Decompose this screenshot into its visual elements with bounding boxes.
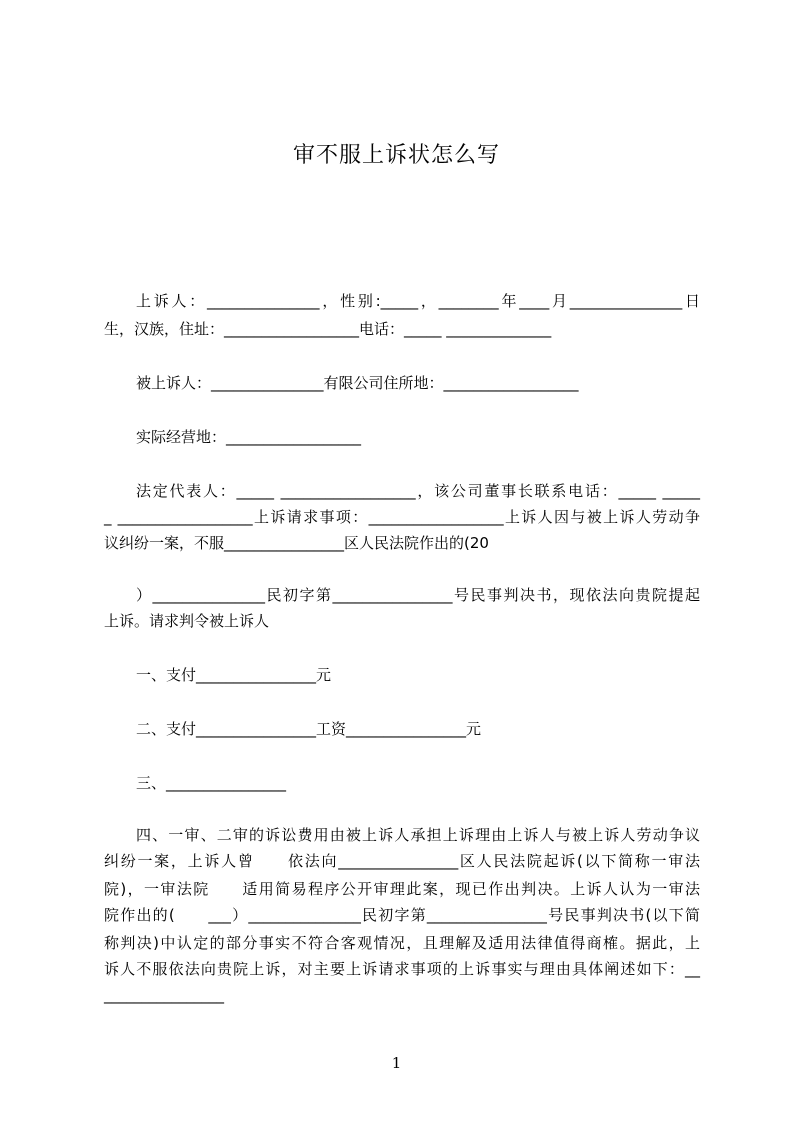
reason-paragraph-line-3: 院)，一审法院 适用简易程序公开审理此案，现已作出判决。上诉人认为一审法: [104, 880, 700, 898]
reason-paragraph-line-4: 院作出的( ___）_______________民初字第________________号民事判决书(以下简: [104, 906, 700, 924]
request-intro-line: 上诉。请求判令被上诉人: [104, 612, 270, 630]
request-item-2: 二、支付________________工资________________元: [136, 720, 482, 738]
reason-paragraph-line-1: 四、一审、二审的诉讼费用由被上诉人承担上诉理由上诉人与被上诉人劳动争议: [136, 826, 700, 844]
document-title: 审不服上诉状怎么写: [292, 143, 500, 168]
business-address-line: 实际经营地：__________________: [136, 428, 362, 446]
reason-paragraph-line-7: ________________: [104, 986, 224, 1004]
reason-paragraph-line-2: 纠纷一案，上诉人曾 依法向________________区人民法院起诉(以下简称一审法: [104, 852, 700, 870]
judgment-line: ）_______________民初字第________________号民事判决书，现依法向贵院提起: [136, 586, 700, 604]
appellee-line: 被上诉人：_______________有限公司住所地：__________________: [136, 374, 579, 392]
page-number: 1: [391, 1054, 402, 1072]
request-item-3: 三、________________: [136, 774, 287, 792]
appellant-address-line: 生，汉族，住址：__________________电话：_____ ______________: [104, 320, 552, 338]
dispute-line: 议纠纷一案，不服________________区人民法院作出的(20: [104, 534, 489, 552]
legal-representative-line: 法定代表人：_____ __________________，该公司董事长联系电话：_____ _____: [136, 482, 700, 500]
reason-paragraph-line-5: 称判决)中认定的部分事实不符合客观情况，且理解及适用法律值得商榷。据此，上: [104, 934, 700, 952]
appellant-line: 上诉人：_______________，性别:_____，________年____月_______________日: [136, 292, 700, 310]
request-item-1: 一、支付________________元: [136, 666, 332, 684]
reason-paragraph-line-6: 诉人不服依法向贵院上诉，对主要上诉请求事项的上诉事实与理由具体阐述如下：__: [104, 960, 700, 978]
appeal-request-line: _ __________________上诉请求事项：__________________上诉人因与被上诉人劳动争: [104, 508, 700, 526]
